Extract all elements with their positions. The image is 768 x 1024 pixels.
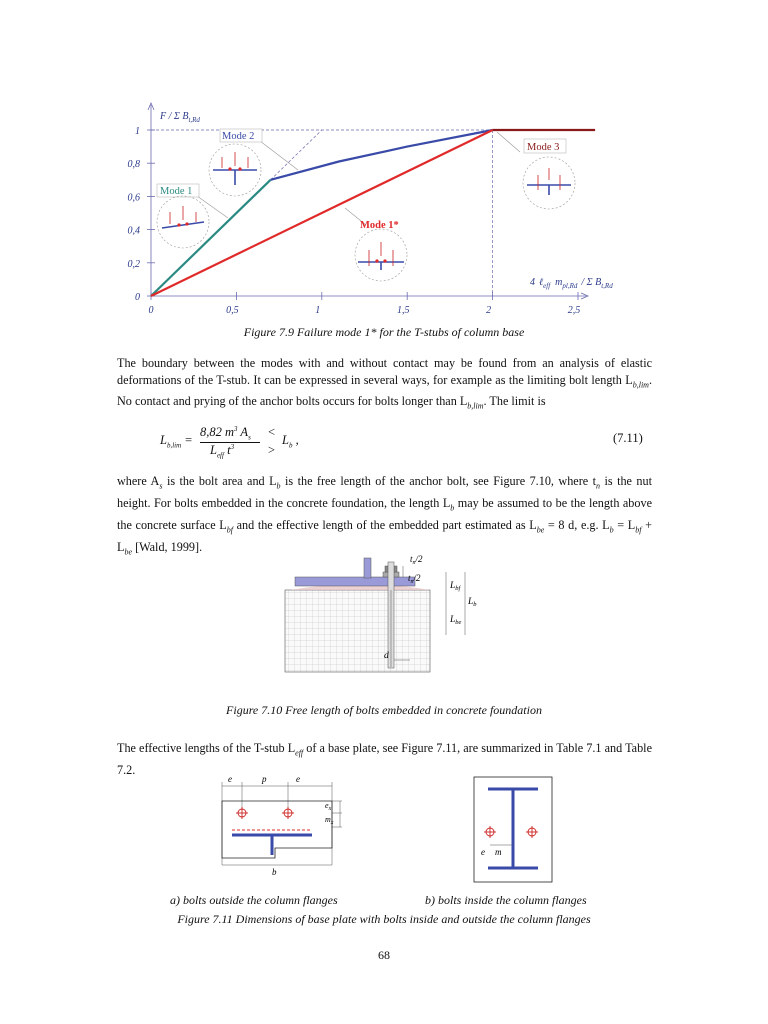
tn2-label-top: $t_n/2$ (410, 554, 423, 566)
bolt-a-left (236, 807, 248, 819)
mode3-leader (497, 132, 520, 152)
lbf-label: $L_{bf}$ (450, 581, 461, 592)
page-number: 68 (378, 948, 390, 962)
m-label-b: m (495, 847, 502, 857)
ex-label: $e_x$ (325, 801, 332, 812)
paragraph-free-length: where $A_s$ is the bolt area and $L_b$ is the free length of the anchor bolt, see Figure 7.10, where $t_n$ is the nut height. For bolts embedded in the concrete foundation, the length $L_b$ may be assumed to be the length above the concrete surface $L_{bf}$ and the effective length of the embedded part estimated as $L_{be} = 8$ d, e.g. $L_b = L_{bf} + L_{be}$ [Wald, 1999]. (117, 474, 652, 557)
figure-7-11a-diagram (210, 770, 350, 880)
equation-7-11: $L_{b,lim}$ = 8,82 $m^3$ $A_s$ $L_{eff}$ $t^3$ < > $L_b$ , (160, 425, 299, 460)
e-label-right: e (296, 774, 300, 784)
lb-label: $L_b$ (468, 597, 477, 608)
series-mode-2 (271, 130, 493, 180)
equation-number: (7.11) (613, 431, 643, 445)
bolt-sleeve (390, 590, 392, 668)
mode1-leader (197, 196, 228, 218)
figure-7-11-caption: Figure 7.11 Dimensions of base plate with bolts inside and outside the column flanges (177, 912, 591, 926)
x-tick-label: 0 (148, 305, 154, 316)
figure-7-11a-caption: a) bolts outside the column flanges (170, 893, 338, 907)
y-axis-label: F / Σ $B_{t,Rd}$ (160, 111, 200, 124)
e-label-left: e (228, 774, 232, 784)
d-label: d (384, 651, 389, 661)
mode1-sketch (157, 196, 209, 248)
mode2-leader (260, 141, 298, 170)
mode3-label: Mode 3 (527, 142, 560, 153)
mode2-label: Mode 2 (222, 131, 255, 142)
y-tick-label: 0,6 (127, 192, 140, 204)
mode1star-sketch (355, 229, 407, 281)
x-tick-label: 1 (315, 305, 321, 316)
b-label: b (272, 867, 277, 877)
p-label: p (262, 774, 267, 784)
y-tick-label: 0 (135, 292, 140, 303)
y-tick-label: 1 (135, 126, 140, 137)
figure-7-11b-diagram (468, 775, 558, 885)
mode1-label: Mode 1 (160, 186, 193, 197)
figure-7-11b-caption: b) bolts inside the column flanges (425, 893, 587, 907)
mode2-sketch (209, 144, 261, 196)
bolt-a-right (282, 807, 294, 819)
x-tick-label: 2 (486, 305, 492, 316)
bolt-b-left (484, 826, 496, 838)
x-tick-label: 2,5 (567, 305, 581, 316)
paragraph-effective-lengths: The effective lengths of the T-stub $L_{eff}$ of a base plate, see Figure 7.11, are summarized in Table 7.1 and Table 7.2. (117, 741, 652, 777)
figure-7-10-diagram (270, 550, 510, 680)
mx-label: $m_x$ (325, 815, 334, 826)
column-flange (364, 558, 371, 578)
e-label-b: e (481, 847, 485, 857)
y-tick-label: 0,4 (127, 225, 140, 237)
concrete-foundation (285, 590, 430, 672)
lbe-label: $L_{be}$ (450, 615, 462, 626)
y-tick-label: 0,8 (127, 159, 140, 171)
paragraph-boundary: The boundary between the modes with and without contact may be found from an analysis of elastic deformations of the T-stub. It can be expressed in several ways, for example as the limiting bolt length $L_{b,lim}$. No contact and prying of the anchor bolts occurs for bolts longer than $L_{b,lim}$. The limit is (117, 356, 652, 411)
x-tick-label: 1,5 (396, 305, 410, 316)
mode1star-label: Mode 1* (360, 220, 399, 231)
series-mode-1-star (151, 130, 493, 296)
x-tick-label: 0,5 (226, 305, 239, 316)
x-axis-label: 4 ℓ$_{eff}$ $m_{pl,Rd}$ / Σ $B_{t,Rd}$ (530, 277, 613, 290)
figure-7-9-chart (0, 0, 768, 340)
base-plate (295, 577, 415, 586)
y-tick-label: 0,2 (127, 258, 140, 270)
tn2-label-bottom: $t_n/2$ (408, 573, 421, 585)
bolt-b-right (526, 826, 538, 838)
figure-7-9-caption: Figure 7.9 Failure mode 1* for the T-stubs of column base (243, 325, 525, 339)
figure-7-10-caption: Figure 7.10 Free length of bolts embedded in concrete foundation (226, 703, 542, 717)
mode3-sketch (523, 157, 575, 209)
